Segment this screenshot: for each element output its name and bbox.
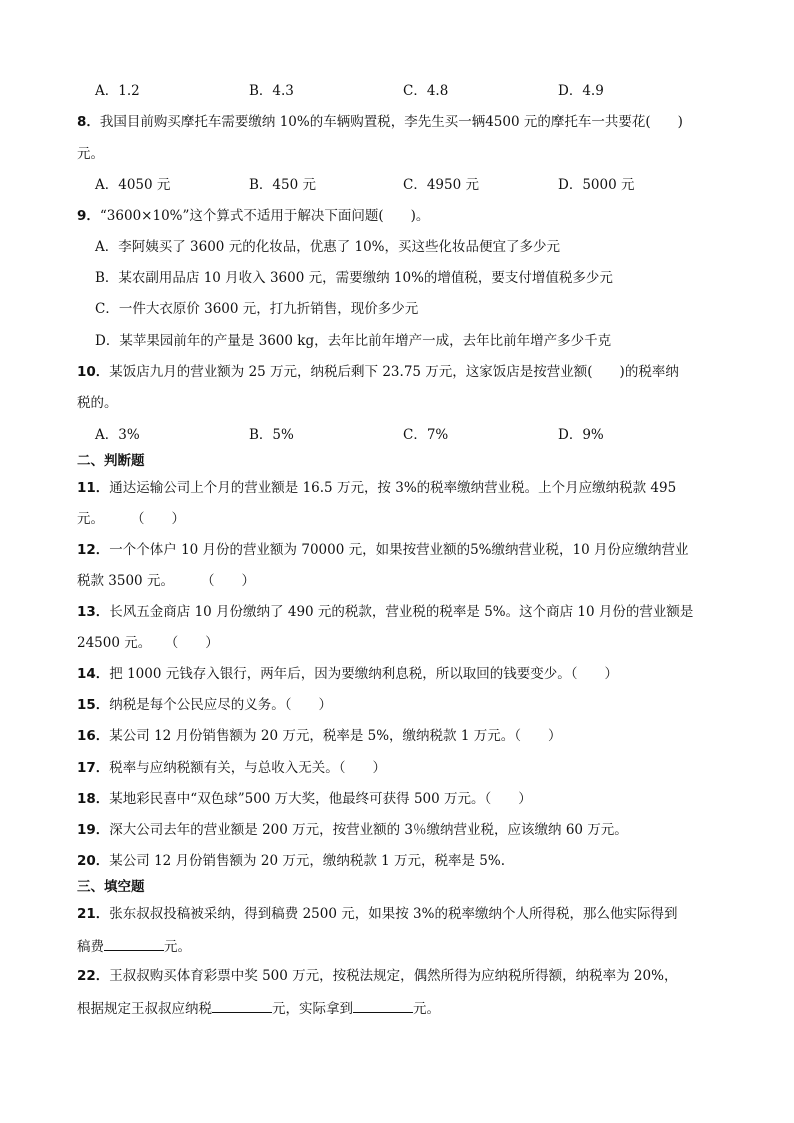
question-text: 纳税是每个公民应尽的义务。（ ） (109, 697, 333, 713)
q8-option-c: C．4950 元 (403, 177, 479, 193)
question-16 (77, 727, 561, 745)
question-number: 21． (77, 906, 110, 922)
q9-option-b: B．某农副用品店 10 月收入 3600 元，需要缴纳 10%的增值税，要支付增值税多少元 (95, 270, 613, 286)
question-number: 15． (77, 697, 110, 713)
q7-option-b: B．4.3 (249, 83, 294, 99)
question-number: 20． (77, 853, 110, 869)
section-heading-judgment: 二、判断题 (77, 453, 145, 469)
q9-option-c: C．一件大衣原价 3600 元，打九折销售，现价多少元 (95, 301, 419, 317)
q7-option-d: D．4.9 (558, 83, 604, 99)
question-12-cont: 税款 3500 元。 （ ） (77, 573, 255, 589)
question-text: 张东叔叔投稿被采纳，得到稿费 2500 元，如果按 3%的税率缴纳个人所得税，那么他实际得到 (109, 906, 678, 922)
q9-option-a: A．李阿姨买了 3600 元的化妆品，优惠了 10%，买这些化妆品便宜了多少元 (95, 239, 560, 255)
question-9 (77, 207, 429, 225)
question-number: 19． (77, 822, 110, 838)
question-text: “3600×10%”这个算式不适用于解决下面问题( )。 (99, 208, 430, 224)
question-22-cont (77, 998, 440, 1018)
question-text: 一个个体户 10 月份的营业额为 70000 元，如果按营业额的5%缴纳营业税，10 月份应缴纳营业 (109, 542, 689, 558)
question-22 (77, 967, 677, 985)
question-text: 深大公司去年的营业额是 200 万元，按营业额的 3％缴纳营业税，应该缴纳 60 万元。 (109, 822, 628, 838)
question-14 (77, 665, 618, 683)
question-13 (77, 603, 693, 621)
question-text: 元。 (164, 939, 191, 955)
question-11-cont: 元。 （ ） (77, 511, 185, 527)
q10-option-c: C．7% (403, 427, 449, 443)
question-10-cont: 税的。 (77, 395, 118, 411)
question-number: 10． (77, 364, 110, 380)
question-text: 某饭店九月的营业额为 25 万元，纳税后剩下 23.75 万元，这家饭店是按营业额( )的税率纳 (109, 364, 679, 380)
question-8-cont: 元。 (77, 146, 104, 162)
q8-option-b: B．450 元 (249, 177, 316, 193)
question-number: 11． (77, 480, 110, 496)
question-text: 长风五金商店 10 月份缴纳了 490 元的税款，营业税的税率是 5%。这个商店 10 月份的营业额是 (109, 604, 694, 620)
q7-option-a: A．1.2 (95, 83, 140, 99)
question-number: 8． (77, 114, 100, 130)
question-text: 把 1000 元钱存入银行，两年后，因为要缴纳利息税，所以取回的钱要变少。（ ） (109, 666, 618, 682)
answer-blank[interactable] (212, 998, 272, 1013)
question-number: 13． (77, 604, 110, 620)
answer-blank[interactable] (353, 998, 413, 1013)
question-17 (77, 759, 386, 777)
question-13-cont: 24500 元。 （ ） (77, 635, 219, 651)
question-number: 17． (77, 760, 110, 776)
question-text: 元，实际拿到 (272, 1001, 353, 1017)
question-number: 22． (77, 968, 110, 984)
question-number: 18． (77, 791, 110, 807)
question-21-cont (77, 936, 191, 956)
q8-option-a: A．4050 元 (95, 177, 171, 193)
question-number: 9． (77, 208, 100, 224)
question-8 (77, 113, 683, 131)
question-20 (77, 852, 505, 870)
question-15 (77, 696, 332, 714)
section-heading-fill-blank: 三、填空题 (77, 879, 145, 895)
question-19 (77, 821, 628, 839)
question-18 (77, 790, 532, 808)
question-text: 我国目前购买摩托车需要缴纳 10%的车辆购置税，李先生买一辆4500 元的摩托车一共要花( ) (99, 114, 683, 130)
question-10 (77, 363, 679, 381)
question-text: 税率与应纳税额有关，与总收入无关。（ ） (109, 760, 387, 776)
question-text: 稿费 (77, 939, 104, 955)
q7-option-c: C．4.8 (403, 83, 449, 99)
q10-option-d: D．9% (558, 427, 604, 443)
question-text: 某地彩民喜中“双色球”500 万大奖，他最终可获得 500 万元。（ ） (109, 791, 532, 807)
q8-option-d: D．5000 元 (558, 177, 635, 193)
question-text: 根据规定王叔叔应纳税 (77, 1001, 212, 1017)
answer-blank[interactable] (104, 936, 164, 951)
q10-option-a: A．3% (95, 427, 140, 443)
question-text: 元。 (413, 1001, 440, 1017)
question-11 (77, 479, 676, 497)
question-text: 某公司 12 月份销售额为 20 万元，税率是 5%，缴纳税款 1 万元。（ ） (109, 728, 562, 744)
question-text: 通达运输公司上个月的营业额是 16.5 万元，按 3%的税率缴纳营业税。上个月应缴纳税款 495 (109, 480, 677, 496)
question-number: 14． (77, 666, 110, 682)
q9-option-d: D．某苹果园前年的产量是 3600 kg，去年比前年增产一成，去年比前年增产多少千克 (95, 333, 612, 349)
question-number: 12． (77, 542, 110, 558)
question-12 (77, 541, 688, 559)
question-text: 王叔叔购买体育彩票中奖 500 万元，按税法规定，偶然所得为应纳税所得额，纳税率为 20%， (109, 968, 678, 984)
q10-option-b: B．5% (249, 427, 294, 443)
question-text: 某公司 12 月份销售额为 20 万元，缴纳税款 1 万元，税率是 5%. (109, 853, 505, 869)
question-21 (77, 905, 677, 923)
question-number: 16． (77, 728, 110, 744)
